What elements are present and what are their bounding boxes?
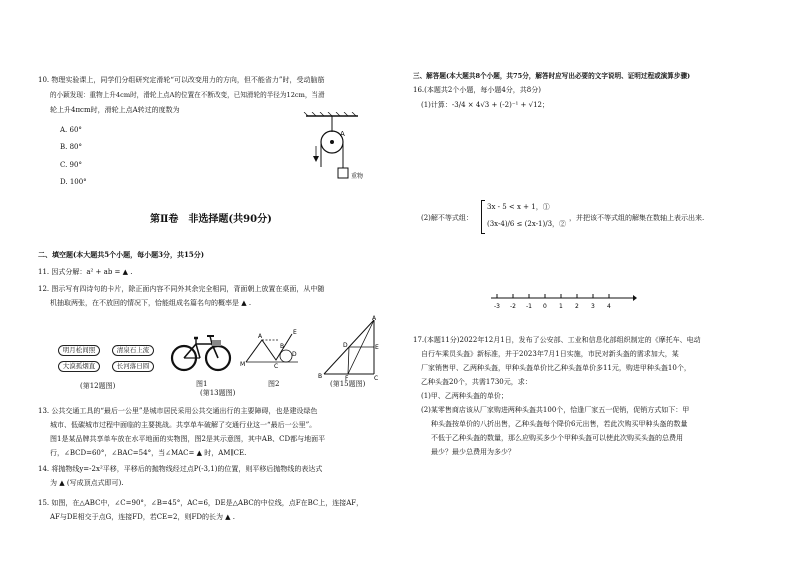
pulley-figure [296, 112, 376, 192]
pulley-weight-label: 重物 [351, 173, 364, 180]
tick-3: 3 [591, 303, 595, 310]
q17-line2: 自行车乘员头盔》新标准，并于2023年7月1日实施，市民对新头盔的需求加大，某 [421, 350, 679, 358]
tri-label-c: C [374, 375, 379, 380]
fig13-caption: (第13题图) [200, 389, 236, 397]
diagram-label-d: D [292, 351, 297, 358]
diagram-label-m: M [240, 361, 246, 368]
q10-option-c: C. 90° [60, 161, 82, 169]
q14-line1: 14. 将抛物线y=-2x²平移，平移后的抛物线经过点P(-3,1)的位置，则平移后抛物线的表达式 [38, 465, 323, 473]
triangle-figure [318, 314, 380, 380]
q16-part2-suffix: ，并把该不等式组的解集在数轴上表示出来. [569, 214, 705, 222]
q15-line1: 15. 如图，在△ABC中，∠C=90°，∠B=45°，AC=6，DE是△ABC的中位线，点F在BC上，连接AF， [38, 499, 364, 507]
q10-option-d: D. 100° [60, 178, 87, 186]
poem-card-4: 长河落日圆 [112, 361, 154, 372]
q11: 11. 因式分解：a² + ab = ▲ . [38, 268, 133, 276]
q17-sub2-line2: 种头盔按单价的八折出售，乙种头盔每个降价6元出售，若此次购买甲种头盔的数量 [431, 420, 688, 428]
tri-label-a: A [372, 315, 377, 322]
q16-part1: (1)计算：-3/4 × 4√3 + (-2)⁻¹ + √12； [421, 101, 550, 109]
part2-title: 第Ⅱ卷 非选择题(共90分) [150, 214, 272, 225]
fig12-caption: (第12题图) [80, 382, 116, 390]
q15-line2: AF与DE相交于点G，连接FD，若CE=2，则FD的长为 ▲ . [50, 513, 236, 521]
tri-label-e: E [375, 344, 379, 351]
tri-label-d: D [343, 342, 348, 349]
poem-card-3: 大漠孤烟直 [58, 361, 100, 372]
bicycle-diagram [240, 326, 302, 376]
tick-1: 1 [559, 303, 563, 310]
fig13-label-1: 图1 [196, 380, 208, 388]
q14-line2: 为 ▲ (写成顶点式即可). [50, 479, 124, 487]
poem-card-1: 明月松间照 [58, 345, 100, 356]
q17-sub2-line3: 不低于乙种头盔的数量，那么应购买多少个甲种头盔可以使此次购买头盔的总费用 [431, 434, 683, 442]
q16-part2-prefix: (2)解不等式组： [421, 214, 473, 222]
q17-sub2-line1: (2)某零售商店该从厂家购进两种头盔共100个，恰逢厂家五一促销，促销方式如下：甲 [421, 406, 690, 414]
q17-sub2-line4: 最少？最少总费用为多少？ [431, 448, 515, 456]
q13-line3: 图1是某品牌共享单车放在水平地面的实物图，图2是其示意图，其中AB、CD都与地面平 [50, 435, 326, 443]
diagram-label-b: B [280, 343, 285, 350]
fig13-label-2: 图2 [268, 380, 280, 388]
q13-line4: 行，∠BCD=60°，∠BAC=54°，当∠MAC= ▲ 时，AM∥CE. [50, 449, 247, 457]
q17-sub1: (1)甲、乙两种头盔的单价； [421, 392, 508, 400]
number-line [487, 290, 637, 314]
q10-stem-line3: 轮上升4πcm时，滑轮上点A转过的度数为 [50, 106, 180, 114]
q17-line1: 17.(本题11分)2022年12月1日，发布了公安部、工业和信息化部组织制定的《摩托车、电动 [413, 336, 701, 344]
q17-line3: 厂家销售甲、乙两种头盔，甲种头盔单价比乙种头盔单价多11元，购进甲种头盔10个， [421, 364, 691, 372]
q16-inequality-2: (3x-4)/6 ≤ (2x-1)/3，② [487, 220, 567, 228]
tick-neg2: -2 [510, 303, 516, 310]
tick-0: 0 [543, 303, 547, 310]
fill-section-title: 二、填空题(本大题共5个小题，每小题3分，共15分) [38, 250, 205, 259]
fig15-caption: (第15题图) [330, 380, 366, 388]
q10-stem-line2: 的小颖发现：重物上升4cm时，滑轮上点A的位置在不断改变，已知滑轮的半径为12cm，当滑 [50, 91, 325, 99]
q16-title: 16.(本题共2个小题，每小题4分，共8分) [413, 86, 541, 94]
q12-line2: 机抽取两张，在不放回的情况下，恰能组成名篇名句的概率是 ▲ . [50, 299, 252, 307]
tick-neg3: -3 [494, 303, 500, 310]
tri-label-b: B [318, 373, 323, 380]
q17-line4: 乙种头盔20个，共需1730元，求： [421, 378, 532, 386]
diagram-label-e: E [293, 329, 297, 336]
q12-line1: 12. 图示写有四诗句的卡片，除正面内容不同外其余完全相同，背面朝上放置在桌面，从中随 [38, 285, 325, 293]
q13-line1: 13. 公共交通工具的“最后一公里”是城市居民采用公共交通出行的主要障碍，也是建设绿色 [38, 407, 318, 415]
tick-2: 2 [575, 303, 579, 310]
right-column [397, 0, 794, 561]
q10-option-b: B. 80° [60, 143, 83, 151]
bicycle-photo [170, 330, 232, 376]
q10-option-a: A. 60° [60, 126, 82, 134]
tick-4: 4 [607, 303, 611, 310]
poem-card-2: 清泉石上流 [112, 345, 154, 356]
diagram-label-a: A [258, 333, 263, 340]
q16-inequality-1: 3x - 5 < x + 1，① [487, 203, 550, 211]
q10-stem-line1: 10. 物理实验课上，同学们分组研究定滑轮“可以改变用力的方向，但不能省力”时，受动脑筋 [38, 76, 325, 84]
solve-section-title: 三、解答题(本大题共8个小题，共75分，解答时应写出必要的文字说明、证明过程或演算步骤) [413, 72, 691, 80]
tick-neg1: -1 [526, 303, 532, 310]
tri-label-f: F [345, 375, 349, 380]
inequality-brace [481, 200, 485, 234]
pulley-point-a-label: A [340, 130, 345, 138]
diagram-label-c: C [274, 363, 279, 370]
q13-line2: 城市、低碳城市过程中面临的主要挑战。共享单车破解了交通行业这一“最后一公里”。 [50, 421, 317, 429]
